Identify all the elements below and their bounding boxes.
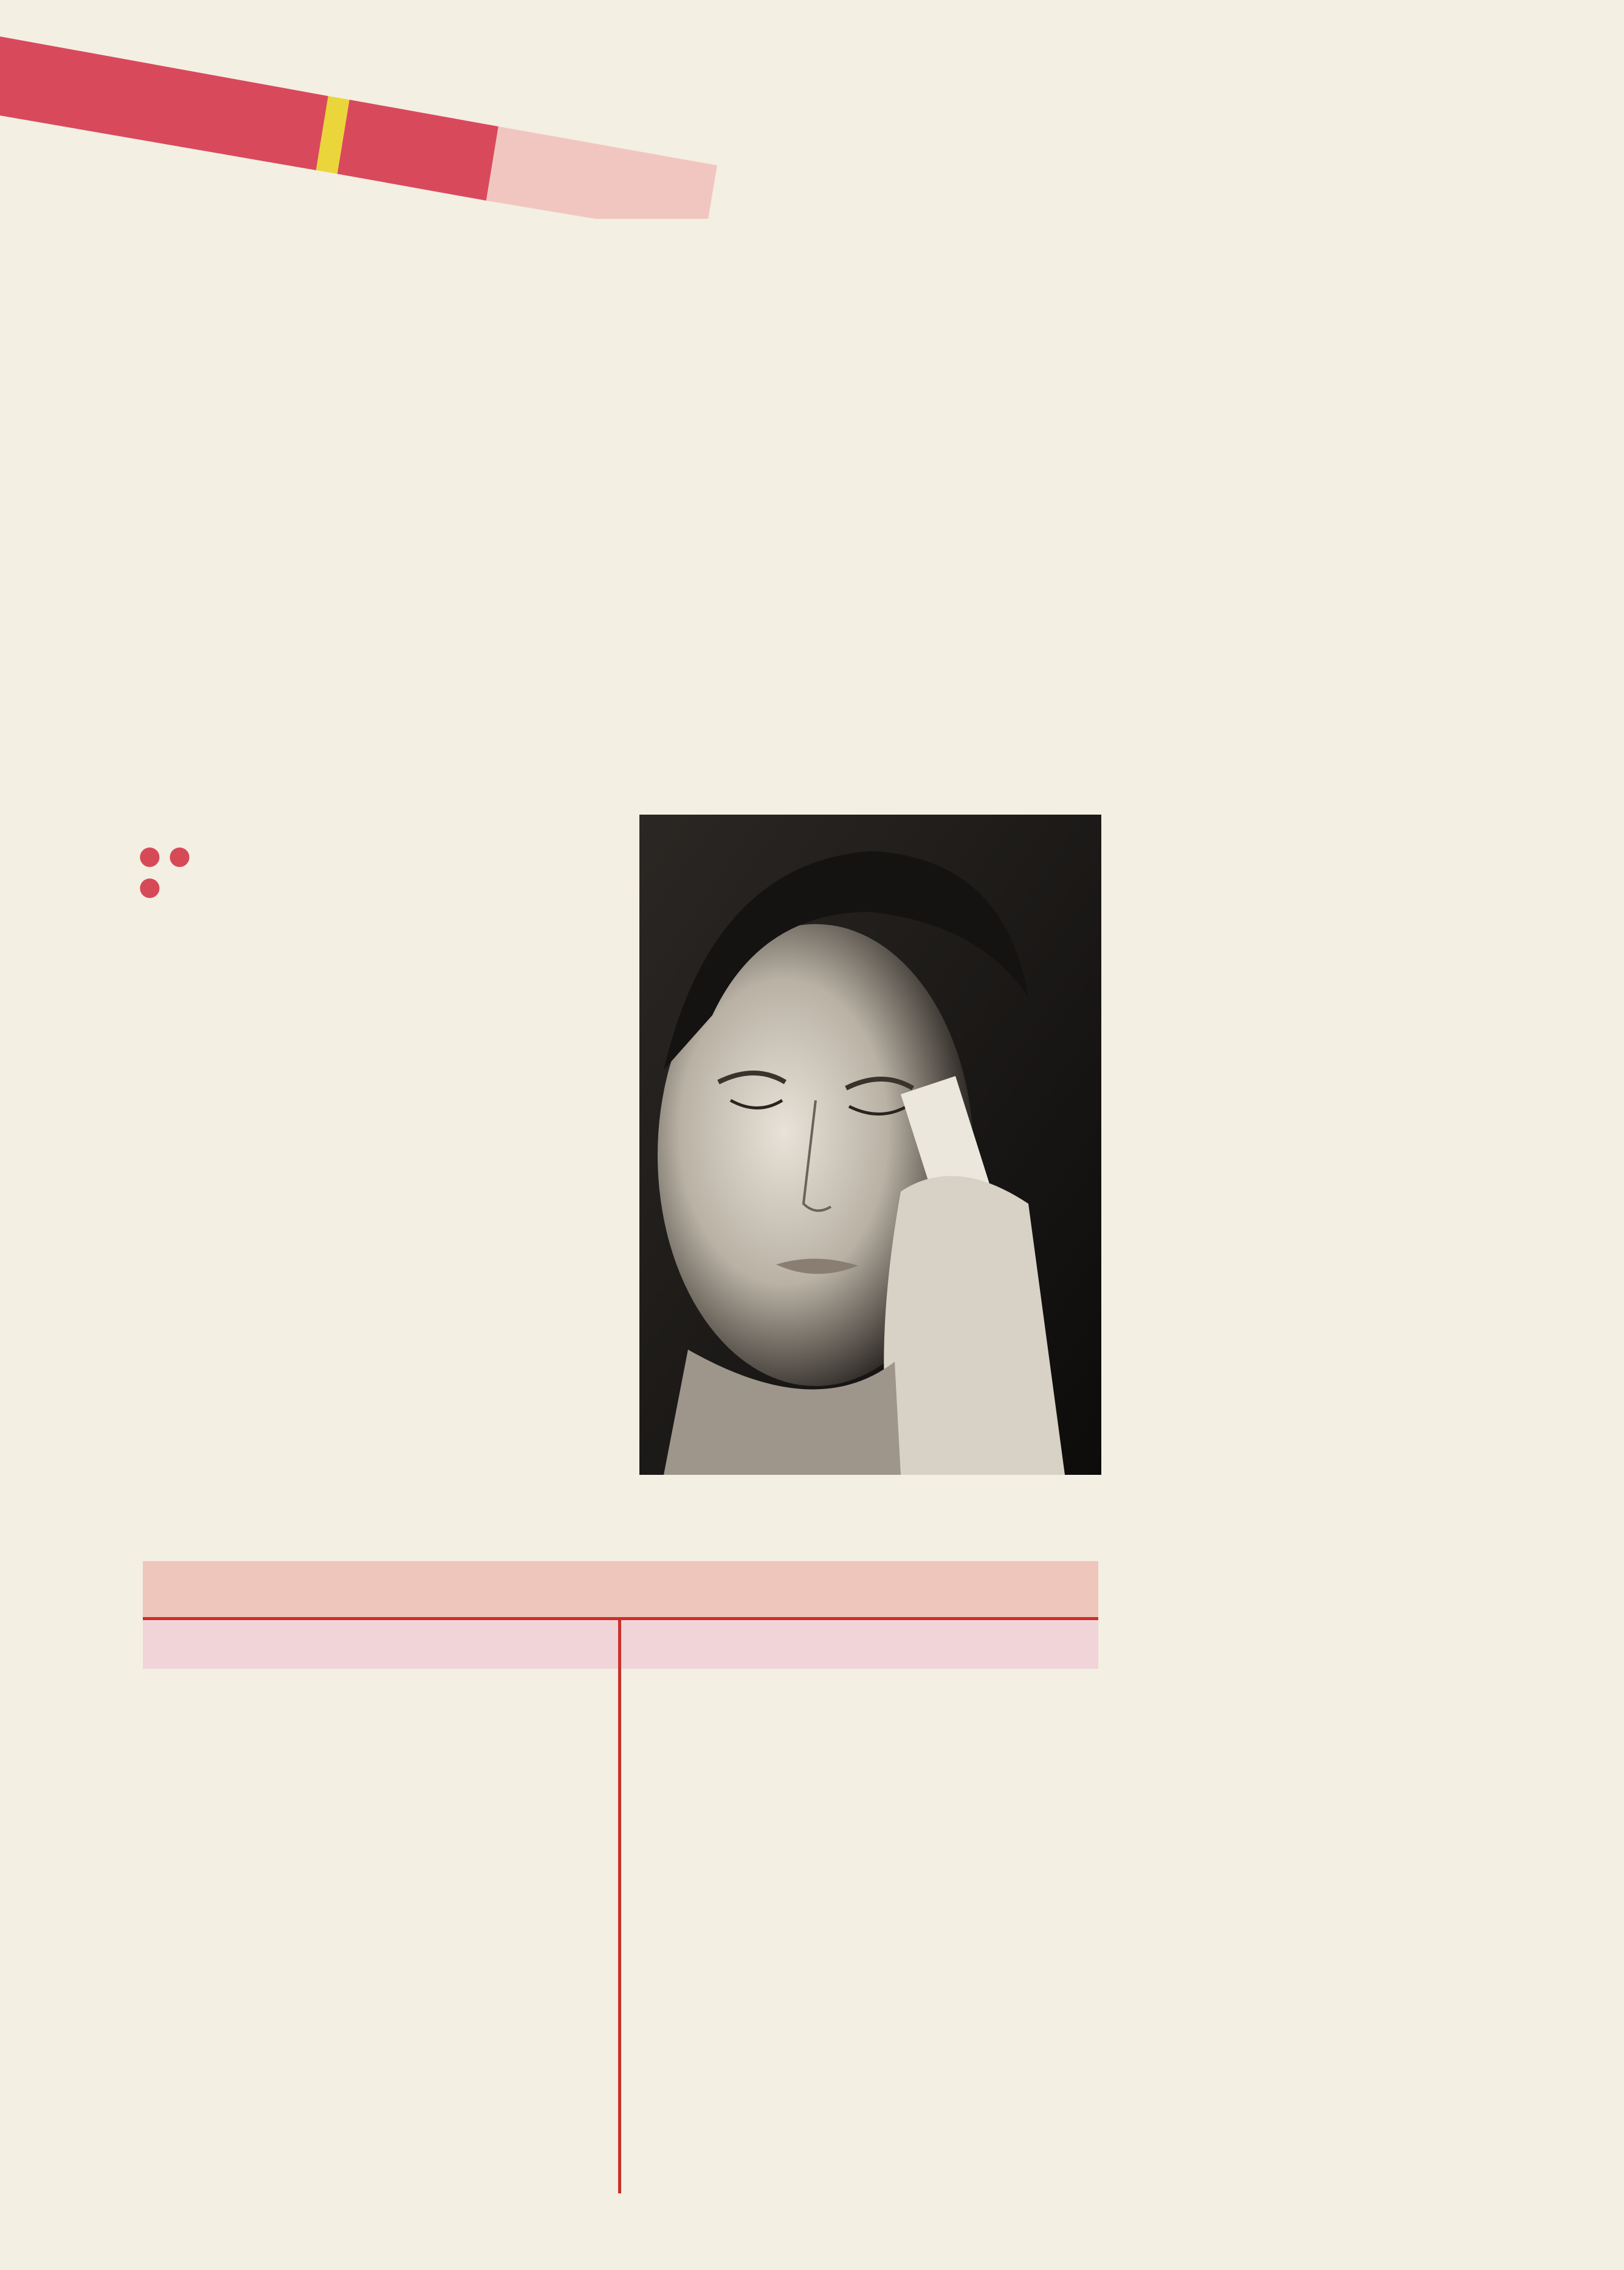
- skin-type-table: [143, 1561, 1098, 2193]
- column-header-need: [621, 1620, 1098, 1669]
- model-photo-illustration: [639, 815, 1101, 1475]
- column-header-skin: [143, 1620, 618, 1669]
- drop-cap: [137, 607, 213, 712]
- column-divider: [618, 1620, 621, 2193]
- beauty-talk-banner: [0, 24, 729, 219]
- banner-strip: [0, 24, 729, 219]
- bullet-dot-icon: ●: [168, 840, 191, 870]
- model-photo: [639, 815, 1101, 1475]
- intro-paragraph: [137, 599, 1620, 712]
- perfect-put-on-section: [139, 840, 637, 928]
- foundation-innovations-section: [1141, 845, 1622, 858]
- table-title-bar: [143, 1561, 1098, 1620]
- perfect-put-on-body: [139, 840, 637, 902]
- bullet-dot-icon: ●: [139, 871, 161, 901]
- bullet-dot-icon: ●: [139, 840, 161, 870]
